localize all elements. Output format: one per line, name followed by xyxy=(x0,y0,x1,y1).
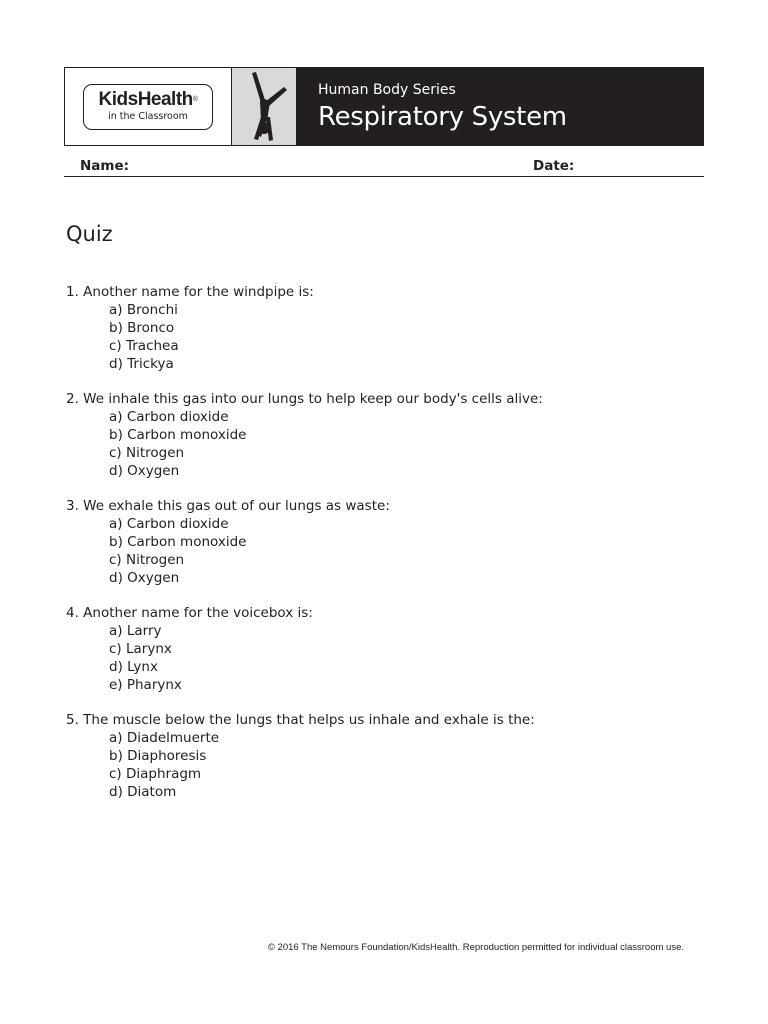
answer-option: a) Larry xyxy=(109,623,162,639)
answer-option: c) Nitrogen xyxy=(109,552,185,568)
cartwheel-figure-cell xyxy=(232,68,296,145)
question-text: 1. Another name for the windpipe is: xyxy=(66,284,314,300)
question-text: 5. The muscle below the lungs that helps us inhale and exhale is the: xyxy=(66,712,535,728)
answer-option: a) Bronchi xyxy=(109,302,178,318)
series-label: Human Body Series xyxy=(318,82,456,98)
answer-option: b) Diaphoresis xyxy=(109,748,207,764)
answer-option: a) Carbon dioxide xyxy=(109,409,229,425)
kidshealth-logo xyxy=(83,84,213,130)
answer-option: b) Carbon monoxide xyxy=(109,427,247,443)
question-text: 3. We exhale this gas out of our lungs as waste: xyxy=(66,498,390,514)
name-date-row xyxy=(64,157,704,177)
answer-option: c) Nitrogen xyxy=(109,445,185,461)
date-label: Date: xyxy=(533,158,575,174)
answer-option: a) Carbon dioxide xyxy=(109,516,229,532)
answer-option: d) Oxygen xyxy=(109,570,180,586)
cartwheel-figure-icon xyxy=(234,69,294,145)
logo-trademark: ® xyxy=(192,95,198,103)
question-5 xyxy=(66,711,706,801)
logo-text: KidsHealth xyxy=(98,88,193,110)
answer-option: c) Trachea xyxy=(109,338,179,354)
answer-option: b) Carbon monoxide xyxy=(109,534,247,550)
logo-cell xyxy=(65,68,232,145)
question-4 xyxy=(66,604,706,694)
answer-option: c) Diaphragm xyxy=(109,766,202,782)
question-1 xyxy=(66,283,706,373)
answer-option: c) Larynx xyxy=(109,641,172,657)
answer-option: d) Lynx xyxy=(109,659,158,675)
quiz-heading: Quiz xyxy=(66,222,113,246)
question-text: 2. We inhale this gas into our lungs to help keep our body's cells alive: xyxy=(66,391,543,407)
answer-option: d) Trickya xyxy=(109,356,174,372)
question-2 xyxy=(66,390,706,480)
answer-option: b) Bronco xyxy=(109,320,175,336)
answer-option: d) Oxygen xyxy=(109,463,180,479)
copyright-footer: © 2016 The Nemours Foundation/KidsHealth. Reproduction permitted for individual classroom use. xyxy=(267,942,684,953)
logo-subtext: in the Classroom xyxy=(108,110,188,122)
name-label: Name: xyxy=(80,158,130,174)
quiz-questions xyxy=(66,283,706,818)
title-cell xyxy=(296,68,703,145)
page-title: Respiratory System xyxy=(318,102,567,132)
question-3 xyxy=(66,497,706,587)
answer-option: a) Diadelmuerte xyxy=(109,730,220,746)
answer-option: e) Pharynx xyxy=(109,677,182,693)
header-banner xyxy=(64,67,704,146)
question-text: 4. Another name for the voicebox is: xyxy=(66,605,313,621)
answer-option: d) Diatom xyxy=(109,784,177,800)
